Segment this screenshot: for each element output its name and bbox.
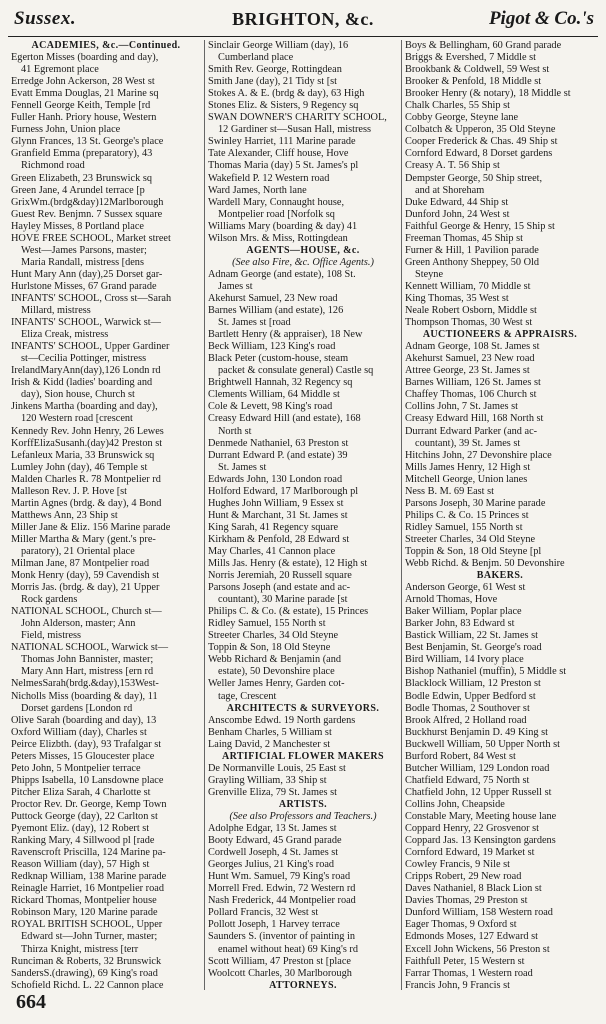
directory-entry: Scott William, 47 Preston st [place [208, 955, 351, 967]
directory-page [8, 6, 598, 1018]
directory-entry: Proctor Rev. Dr. George, Kemp Town [11, 798, 167, 810]
directory-entry: Toppin & Son, 18 Old Steyne [pl [405, 545, 542, 557]
directory-entry: Clements William, 64 Middle st [208, 389, 340, 401]
entry-continuation: Cumberland place [218, 52, 294, 64]
directory-entry: Brooker & Penfold, 18 Middle st [405, 76, 542, 88]
directory-entry: IrelandMaryAnn(day),126 Londn rd [11, 365, 161, 377]
directory-entry: Baker William, Poplar place [405, 606, 522, 618]
directory-entry: Runciman & Roberts, 32 Brunswick [11, 955, 162, 967]
directory-entry: Morris Jas. (brdg. & day), 21 Upper [11, 582, 160, 594]
directory-entry: Sinclair George William (day), 16 [208, 40, 349, 51]
entry-continuation: Thomas John Bannister, master; [21, 654, 154, 666]
directory-entry: SandersS.(drawing), 69 King's road [11, 967, 158, 979]
entry-continuation: St. James st [218, 461, 267, 473]
entry-continuation: West—James Parsons, master; [21, 244, 147, 256]
directory-entry: Wakefield P. 12 Western road [208, 172, 330, 184]
directory-entry: Briggs & Evershed, 7 Middle st [405, 52, 536, 64]
directory-entry: Oxford William (day), Charles st [11, 726, 147, 738]
directory-entry: Butcher William, 129 London road [405, 762, 550, 774]
entry-continuation: Edward st—John Turner, master; [21, 931, 158, 943]
directory-entry: Dempster George, 50 Ship street, [405, 172, 543, 184]
directory-entry: Denmede Nathaniel, 63 Preston st [208, 437, 349, 449]
directory-entry: De Normanville Louis, 25 East st [208, 762, 346, 774]
directory-entry: Glynn Frances, 13 St. George's place [11, 136, 164, 148]
directory-entry: Francis John, 9 Francis st [405, 979, 510, 990]
directory-entry: Bird William, 14 Ivory place [405, 654, 524, 666]
directory-entry: Barnes William (and estate), 126 [208, 305, 344, 317]
directory-entry: Saunders S. (inventor of painting in [208, 931, 355, 943]
directory-entry: Neale Robert Osborn, Middle st [405, 305, 537, 317]
entry-continuation: Eliza Creak, mistress [21, 329, 109, 341]
directory-entry: Bartlett Henry (& appraiser), 18 New [208, 329, 363, 341]
entry-continuation: North st [218, 425, 252, 437]
directory-entry: ROYAL BRITISH SCHOOL, Upper [11, 919, 163, 931]
directory-entry: Brookbank & Coldwell, 59 West st [405, 64, 550, 76]
directory-entry: Pollard Francis, 32 West st [208, 907, 319, 919]
directory-entry: Ness B. M. 69 East st [405, 485, 494, 497]
directory-entry: Hunt Wm. Samuel, 79 King's road [208, 871, 351, 883]
directory-entry: Peto John, 5 Montpelier terrace [11, 762, 141, 774]
directory-entry: Chaffey Thomas, 106 Church st [405, 389, 537, 401]
directory-entry: Grenville Eliza, 79 St. James st [208, 786, 337, 798]
directory-entry: Matthews Ann, 23 Ship st [11, 509, 118, 521]
entry-continuation: James st [218, 280, 253, 292]
directory-entry: Smith Rev. George, Rottingdean [208, 64, 342, 76]
directory-entry: Olive Sarah (boarding and day), 13 [11, 714, 157, 726]
entry-continuation: Millard, mistress [21, 305, 91, 317]
directory-entry: Creasy Edward Hill, 168 North st [405, 413, 544, 425]
directory-entry: Kirkham & Penfold, 28 Edward st [208, 533, 350, 545]
directory-entry: Parsons Joseph, 30 Marine parade [405, 497, 546, 509]
directory-entry: Akehurst Samuel, 23 New road [208, 292, 338, 304]
directory-entry: Dunford John, 24 West st [405, 208, 510, 220]
entry-continuation: paratory), 21 Oriental place [21, 545, 135, 557]
directory-entry: Streeter Charles, 34 Old Steyne [208, 630, 339, 642]
directory-entry: Adnam George, 108 St. James st [405, 341, 540, 353]
directory-entry: King Thomas, 35 West st [405, 292, 509, 304]
directory-entry: Ridley Samuel, 155 North st [208, 618, 326, 630]
section-heading: AGENTS—HOUSE, &c. [246, 244, 360, 256]
section-heading: AUCTIONEERS & APPRAISRS. [422, 329, 578, 341]
directory-entry: Laing David, 2 Manchester st [208, 738, 331, 750]
directory-entry: Cripps Robert, 29 New road [405, 871, 522, 883]
directory-entry: Bastick William, 22 St. James st [405, 630, 538, 642]
directory-entry: Swinley Harriet, 111 Marine parade [208, 136, 356, 148]
directory-entry: Holford Edward, 17 Marlborough pl [208, 485, 359, 497]
entry-continuation: estate), 50 Devonshire place [218, 666, 335, 678]
directory-entry: Fuller Hanh. Priory house, Western [11, 112, 157, 124]
section-heading: ARCHITECTS & SURVEYORS. [226, 702, 380, 714]
directory-entry: Durrant Edward Parker (and ac- [405, 425, 538, 437]
directory-entry: Mills Jas. Henry (& estate), 12 High st [208, 558, 368, 570]
entry-continuation: Montpelier road [Norfolk sq [218, 208, 335, 220]
directory-entry: Tate Alexander, Cliff house, Hove [208, 148, 349, 160]
entry-continuation: 12 Gardiner st—Susan Hall, mistress [218, 124, 372, 136]
directory-entry: Robinson Mary, 120 Marine parade [11, 907, 158, 919]
directory-entry: Miller Jane & Eliz. 156 Marine parade [11, 521, 171, 533]
directory-entry: Thomas Maria (day) 5 St. James's pl [208, 160, 359, 172]
directory-entry: Edwards John, 130 London road [208, 473, 343, 485]
directory-entry: Buckwell William, 50 Upper North st [405, 738, 560, 750]
directory-entry: Kennett William, 70 Middle st [405, 280, 531, 292]
directory-entry: Cornford Edward, 19 Market st [405, 847, 535, 859]
town-heading: BRIGHTON, &c. [232, 9, 374, 29]
directory-entry: Bishop Nathaniel (muffin), 5 Middle st [405, 666, 567, 678]
directory-entry: Malden Charles R. 78 Montpelier rd [11, 473, 161, 485]
directory-entry: Miller Martha & Mary (gent.'s pre- [11, 533, 156, 545]
section-heading: BAKERS. [476, 570, 524, 582]
directory-entry: Akehurst Samuel, 23 New road [405, 353, 535, 365]
directory-entry: Farrar Thomas, 1 Western road [405, 967, 533, 979]
directory-entry: Wilson Mrs. & Miss, Rottingdean [208, 232, 348, 244]
entry-continuation: Field, mistress [21, 630, 82, 642]
directory-entry: Norris Jeremiah, 20 Russell square [208, 570, 352, 582]
directory-entry: Rickard Thomas, Montpelier house [11, 895, 157, 907]
entry-continuation: Rock gardens [21, 594, 78, 606]
entry-continuation: countant), 30 Marine parade [st [218, 594, 348, 606]
directory-entry: Morrell Fred. Edwin, 72 Western rd [208, 883, 356, 895]
directory-entry: Hurlstone Misses, 67 Grand parade [11, 280, 157, 292]
directory-entry: Stokes A. & E. (brdg & day), 63 High [208, 88, 365, 100]
entry-continuation: 120 Western road [crescent [21, 413, 133, 425]
directory-entry: Constable Mary, Meeting house lane [405, 811, 557, 822]
directory-entry: Ranking Mary, 4 Sillwood pl [rade [11, 835, 155, 847]
directory-entry: Martin Agnes (brdg. & day), 4 Bond [11, 497, 162, 509]
section-note: (See also Fire, &c. Office Agents.) [232, 256, 374, 268]
directory-column-1 [8, 40, 205, 990]
directory-entry: Daves Nathaniel, 8 Black Lion st [405, 883, 542, 895]
section-note: (See also Professors and Teachers.) [229, 811, 377, 822]
directory-entry: GrixWm.(brdg&day)12Marlborough [11, 196, 164, 208]
directory-entry: Anscombe Edwd. 19 North gardens [208, 714, 356, 726]
directory-entry: KorffElizaSusanh.(day)42 Preston st [11, 437, 163, 449]
directory-entry: Pitcher Eliza Sarah, 4 Charlotte st [11, 786, 151, 798]
directory-entry: HOVE FREE SCHOOL, Market street [11, 232, 171, 244]
entry-continuation: Thirza Knight, mistress [terr [21, 943, 139, 955]
directory-entry: Lefanleux Maria, 33 Brunswick sq [11, 449, 155, 461]
directory-entry: Cornford Edward, 8 Dorset gardens [405, 148, 553, 160]
directory-entry: Webb Richd. & Benjm. 50 Devonshire [405, 558, 565, 570]
section-heading: ARTIFICIAL FLOWER MAKERS [221, 750, 385, 762]
directory-entry: Bodle Thomas, 2 Southover st [405, 702, 530, 714]
directory-entry: Webb Richard & Benjamin (and [208, 654, 341, 666]
directory-entry: Granfield Emma (preparatory), 43 [11, 148, 153, 160]
directory-entry: Jinkens Martha (boarding and day), [11, 401, 158, 413]
publisher-heading: Pigot & Co.'s [488, 8, 594, 29]
directory-entry: Black Peter (custom-house, steam [208, 353, 349, 365]
directory-entry: Creasy Edward Hill (and estate), 168 [208, 413, 361, 425]
directory-columns [8, 40, 598, 990]
directory-entry: May Charles, 41 Cannon place [208, 545, 336, 557]
directory-entry: Durrant Edward P. (and estate) 39 [208, 449, 348, 461]
directory-entry: Faithful George & Henry, 15 Ship st [405, 220, 555, 232]
directory-entry: Williams Mary (boarding & day) 41 [208, 220, 358, 232]
directory-entry: Evatt Emma Douglas, 21 Marine sq [11, 88, 159, 100]
directory-entry: Schofield Richd. L. 22 Cannon place [11, 979, 164, 990]
directory-entry: Hayley Misses, 8 Portland place [11, 220, 144, 232]
directory-entry: Guest Rev. Benjmn. 7 Sussex square [11, 208, 163, 220]
directory-entry: Hughes John William, 9 Essex st [208, 497, 344, 509]
directory-entry: INFANTS' SCHOOL, Cross st—Sarah [11, 292, 172, 304]
directory-entry: Collins John, Cheapside [405, 798, 505, 810]
directory-entry: Nash Frederick, 44 Montpelier road [208, 895, 356, 907]
directory-entry: SWAN DOWNER'S CHARITY SCHOOL, [208, 112, 387, 124]
directory-entry: Monk Henry (day), 59 Cavendish st [11, 570, 160, 582]
directory-entry: Mills James Henry, 12 High st [405, 461, 531, 473]
directory-column-2 [205, 40, 402, 990]
directory-entry: NelmesSarah(brdg.&day),153West- [11, 678, 159, 690]
directory-entry: Coppard Henry, 22 Grosvenor st [405, 823, 540, 835]
directory-entry: Cowley Francis, 9 Nile st [405, 859, 510, 871]
directory-entry: Pyemont Eliz. (day), 12 Robert st [11, 823, 150, 835]
directory-entry: Green Elizabeth, 23 Brunswick sq [11, 172, 152, 184]
directory-entry: Anderson George, 61 West st [405, 582, 526, 594]
directory-entry: Wardell Mary, Connaught house, [208, 196, 345, 208]
directory-entry: Arnold Thomas, Hove [405, 594, 498, 606]
directory-entry: Cobby George, Steyne lane [405, 112, 519, 124]
directory-entry: Ward James, North lane [208, 184, 307, 196]
directory-entry: Grayling William, 33 Ship st [208, 774, 327, 786]
entry-continuation: packet & consulate general) Castle sq [218, 365, 374, 377]
directory-entry: Cooper Frederick & Chas. 49 Ship st [405, 136, 558, 148]
directory-entry: Brook Alfred, 2 Holland road [405, 714, 527, 726]
entry-continuation: countant), 39 St. James st [415, 437, 521, 449]
directory-entry: INFANTS' SCHOOL, Warwick st— [11, 317, 161, 329]
directory-entry: Hitchins John, 27 Devonshire place [405, 449, 552, 461]
directory-entry: Coppard Jas. 13 Kensington gardens [405, 835, 556, 847]
directory-entry: Furness John, Union place [11, 124, 121, 136]
entry-continuation: Dorset gardens [London rd [21, 702, 133, 714]
directory-entry: Chatfield John, 12 Upper Russell st [405, 786, 552, 798]
directory-entry: Brightwell Hannah, 32 Regency sq [208, 377, 353, 389]
directory-entry: Fennell George Keith, Temple [rd [11, 100, 151, 112]
directory-entry: Chalk Charles, 55 Ship st [405, 100, 510, 112]
directory-entry: Milman Jane, 87 Montpelier road [11, 558, 150, 570]
directory-entry: Green Jane, 4 Arundel terrace [p [11, 184, 145, 196]
directory-entry: Adnam George (and estate), 108 St. [208, 268, 356, 280]
directory-entry: Eager Thomas, 9 Oxford st [405, 919, 517, 931]
directory-entry: INFANTS' SCHOOL, Upper Gardiner [11, 341, 170, 353]
directory-entry: Dunford William, 158 Western road [405, 907, 553, 919]
directory-entry: Brooker Henry (& notary), 18 Middle st [405, 88, 571, 100]
directory-entry: Weller James Henry, Garden cot- [208, 678, 345, 690]
directory-entry: Booty Edward, 45 Grand parade [208, 835, 342, 847]
page-header [8, 6, 598, 37]
entry-continuation: day), Sion house, Church st [21, 389, 135, 401]
directory-entry: Collins John, 7 St. James st [405, 401, 518, 413]
entry-continuation: st—Cecilia Pottinger, mistress [21, 353, 147, 365]
directory-entry: Hunt Mary Ann (day),25 Dorset gar- [11, 268, 163, 280]
directory-entry: Egerton Misses (boarding and day), [11, 52, 159, 64]
page-number: 664 [16, 991, 46, 1013]
directory-entry: Edmonds Moses, 127 Edward st [405, 931, 538, 943]
section-heading: ACADEMIES, &c.—Continued. [31, 40, 181, 51]
directory-entry: Reason William (day), 57 High st [11, 859, 150, 871]
directory-entry: NATIONAL SCHOOL, Warwick st— [11, 642, 169, 654]
directory-entry: Beck William, 123 King's road [208, 341, 336, 353]
directory-entry: Creasy A. T. 56 Ship st [405, 160, 500, 172]
directory-entry: Cordwell Joseph, 4 St. James st [208, 847, 339, 859]
directory-entry: Boys & Bellingham, 60 Grand parade [405, 40, 562, 51]
directory-entry: Green Anthony Sheppey, 50 Old [405, 256, 540, 268]
directory-entry: Barker John, 83 Edward st [405, 618, 515, 630]
directory-entry: Nicholls Miss (boarding & day), 11 [11, 690, 158, 702]
directory-entry: Parsons Joseph (and estate and ac- [208, 582, 351, 594]
entry-continuation: tage, Crescent [218, 690, 277, 702]
directory-entry: Pollott Joseph, 1 Harvey terrace [208, 919, 340, 931]
directory-entry: Lumley John (day), 46 Temple st [11, 461, 148, 473]
directory-entry: King Sarah, 41 Regency square [208, 521, 339, 533]
directory-entry: Burford Robert, 84 West st [405, 750, 516, 762]
directory-entry: Buckhurst Benjamin D. 49 King st [405, 726, 549, 738]
directory-entry: Kennedy Rev. John Henry, 26 Lewes [11, 425, 164, 437]
directory-entry: Reinagle Harriet, 16 Montpelier road [11, 883, 164, 895]
directory-entry: Peters Misses, 15 Gloucester place [11, 750, 155, 762]
directory-entry: Furner & Hill, 1 Pavilion parade [405, 244, 539, 256]
directory-entry: Mitchell George, Union lanes [405, 473, 528, 485]
directory-entry: Phipps Isabella, 10 Lansdowne place [11, 774, 164, 786]
directory-entry: Malleson Rev. J. P. Hove [st [11, 485, 128, 497]
directory-entry: Bodle Edwin, Upper Bedford st [405, 690, 536, 702]
directory-entry: NATIONAL SCHOOL, Church st— [11, 606, 162, 618]
directory-entry: Benham Charles, 5 William st [208, 726, 332, 738]
directory-entry: Stones Eliz. & Sisters, 9 Regency sq [208, 100, 359, 112]
entry-continuation: and at Shoreham [415, 184, 485, 196]
directory-entry: Hunt & Marchant, 31 St. James st [208, 509, 348, 521]
entry-continuation: enamel without heat) 69 King's rd [218, 943, 358, 955]
entry-continuation: St. James st [road [218, 317, 291, 329]
directory-entry: Smith Jane (day), 21 Tidy st [st [208, 76, 338, 88]
directory-entry: Woolcott Charles, 30 Marlborough [208, 967, 352, 979]
directory-entry: Cole & Levett, 98 King's road [208, 401, 333, 413]
directory-entry: Georges Julius, 21 King's road [208, 859, 335, 871]
directory-entry: Colbatch & Upperon, 35 Old Steyne [405, 124, 556, 136]
directory-column-3 [402, 40, 598, 990]
directory-entry: Ridley Samuel, 155 North st [405, 521, 523, 533]
directory-entry: Thompson Thomas, 30 West st [405, 317, 533, 329]
entry-continuation: John Alderson, master; Ann [21, 618, 136, 630]
county-heading: Sussex. [14, 8, 77, 29]
entry-continuation: Mary Ann Hart, mistress [ern rd [21, 666, 154, 678]
directory-entry: Chatfield Edward, 75 North st [405, 774, 530, 786]
directory-entry: Philips C. & Co. (& estate), 15 Princes [208, 606, 369, 618]
directory-entry: Barnes William, 126 St. James st [405, 377, 541, 389]
directory-entry: Excell John Wickens, 56 Preston st [405, 943, 550, 955]
directory-entry: Blacklock William, 12 Preston st [405, 678, 541, 690]
section-heading: ARTISTS. [278, 798, 328, 810]
directory-entry: Best Benjamin, St. George's road [405, 642, 542, 654]
directory-entry: Adolphe Edgar, 13 St. James st [208, 823, 337, 835]
directory-entry: Irish & Kidd (ladies' boarding and [11, 377, 153, 389]
directory-entry: Redknap William, 138 Marine parade [11, 871, 167, 883]
directory-entry: Ravenscroft Priscilla, 124 Marine pa- [11, 847, 166, 859]
section-heading: ATTORNEYS. [269, 979, 337, 990]
entry-continuation: Maria Randall, mistress [dens [21, 256, 144, 268]
directory-entry: Attree George, 23 St. James st [405, 365, 530, 377]
directory-entry: Freeman Thomas, 45 Ship st [405, 232, 523, 244]
entry-continuation: Steyne [415, 268, 444, 280]
directory-entry: Puttock George (day), 22 Carlton st [11, 811, 158, 822]
directory-entry: Faithfull Peter, 15 Western st [405, 955, 525, 967]
directory-entry: Peirce Elizbth. (day), 93 Trafalgar st [11, 738, 162, 750]
directory-entry: Philips C. & Co. 15 Princes st [405, 509, 529, 521]
directory-entry: Toppin & Son, 18 Old Steyne [208, 642, 331, 654]
directory-entry: Duke Edward, 44 Ship st [405, 196, 509, 208]
entry-continuation: Richmond road [21, 160, 85, 172]
directory-entry: Streeter Charles, 34 Old Steyne [405, 533, 536, 545]
directory-entry: Davies Thomas, 29 Preston st [405, 895, 528, 907]
entry-continuation: 41 Egremont place [21, 64, 99, 76]
directory-entry: Erredge John Ackerson, 28 West st [11, 76, 155, 88]
